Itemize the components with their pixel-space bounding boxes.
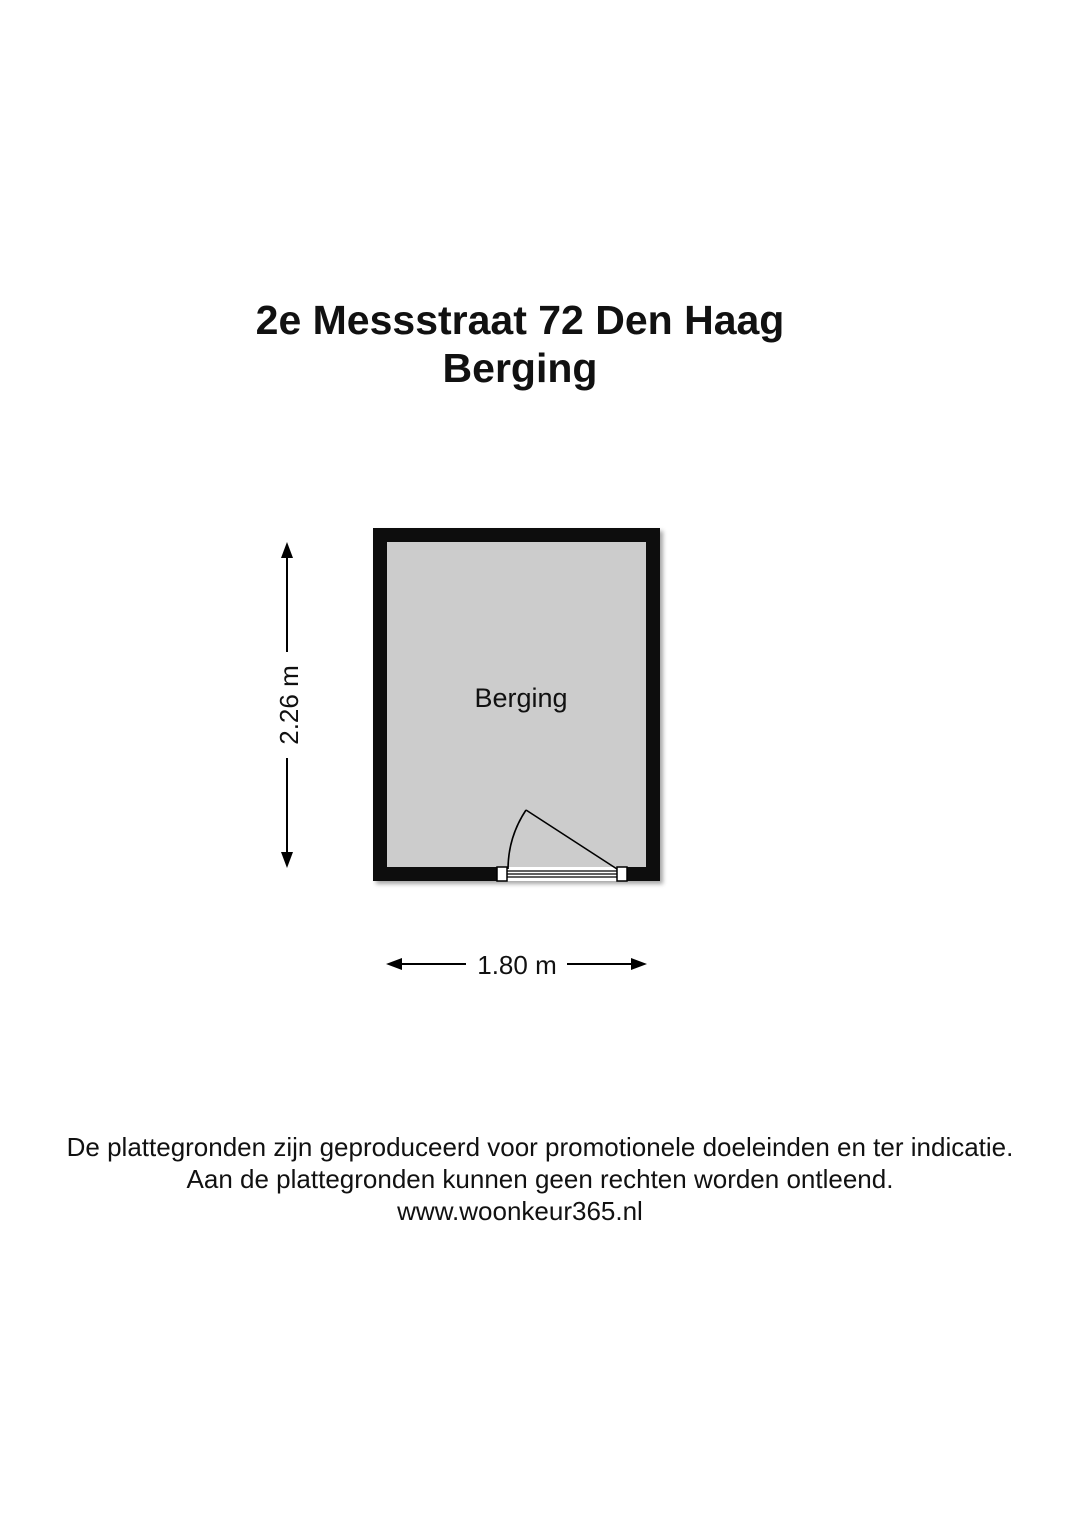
- arrow-down-icon: [281, 852, 293, 868]
- arrow-right-icon: [631, 958, 647, 970]
- disclaimer: [0, 1131, 1080, 1227]
- website-link[interactable]: www.woonkeur365.nl: [397, 1196, 643, 1226]
- address-title: 2e Messstraat 72 Den Haag: [255, 297, 785, 343]
- height-dimension: [274, 542, 304, 868]
- arrow-left-icon: [386, 958, 402, 970]
- room-label: Berging: [474, 683, 568, 713]
- disclaimer-line-2: Aan de plattegronden kunnen geen rechten worden ontleend.: [186, 1164, 894, 1194]
- width-dimension: [386, 950, 647, 980]
- arrow-up-icon: [281, 542, 293, 558]
- width-label: 1.80 m: [477, 950, 557, 980]
- disclaimer-line-1: De plattegronden zijn geproduceerd voor promotionele doeleinden en ter indicatie.: [66, 1132, 1014, 1162]
- height-label: 2.26 m: [274, 665, 304, 745]
- floor-name-title: Berging: [442, 345, 598, 391]
